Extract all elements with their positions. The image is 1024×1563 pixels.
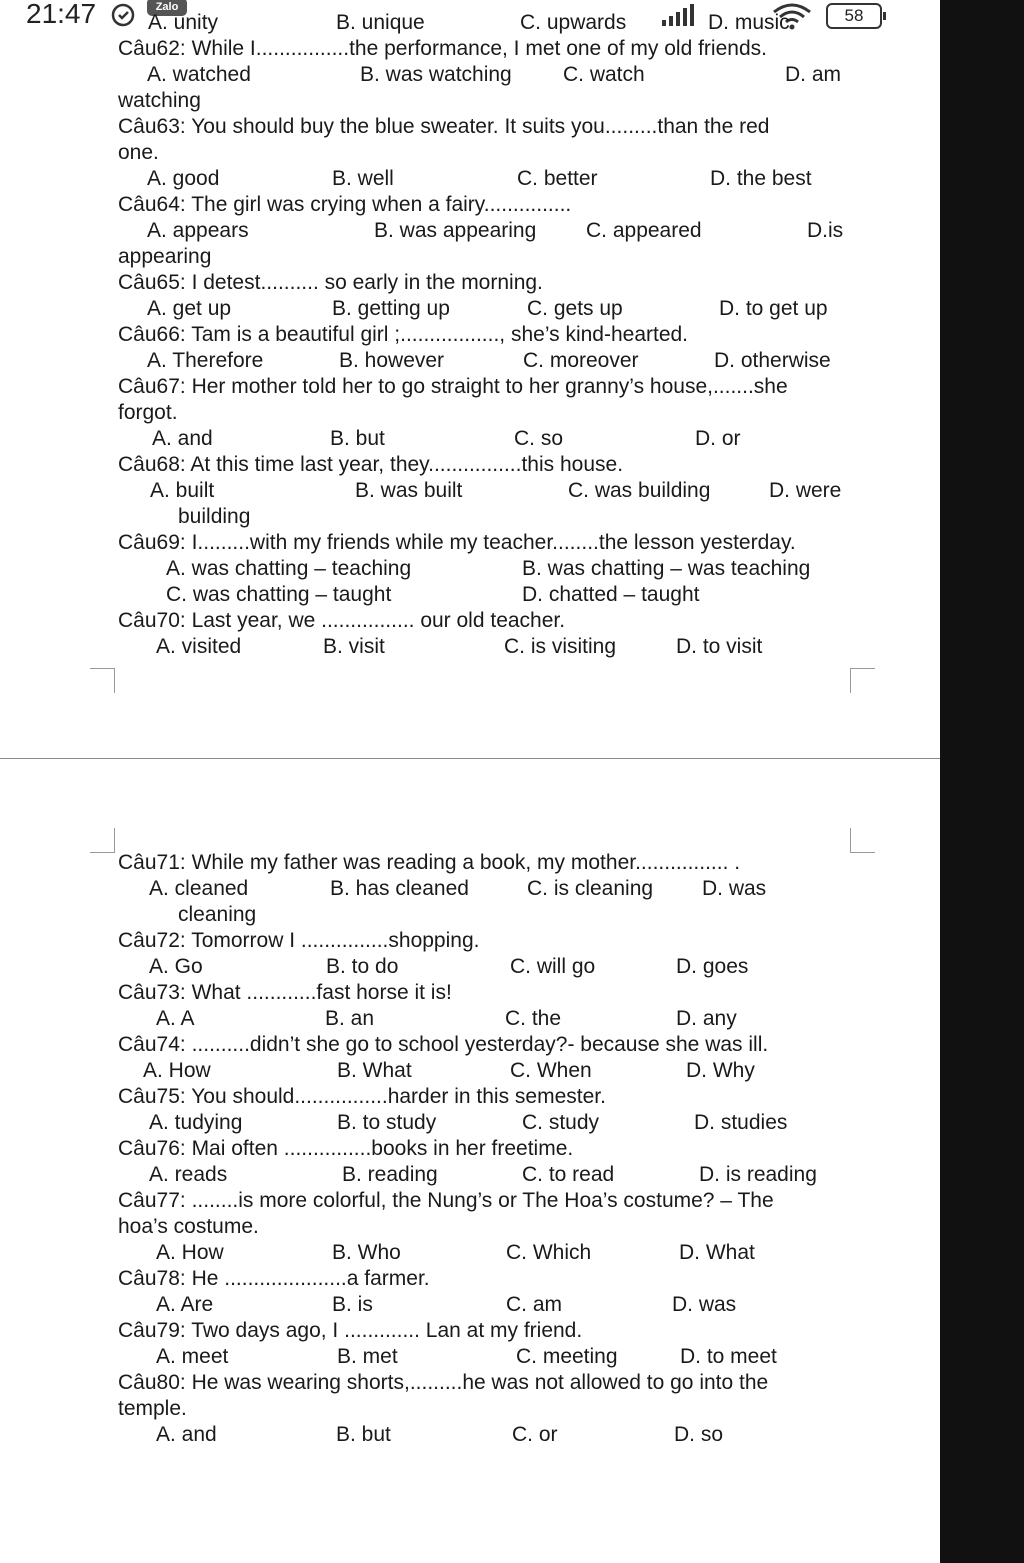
option-c: C. watch <box>563 63 645 86</box>
option-d: D. was <box>672 1293 737 1316</box>
option-c: C. When <box>510 1059 592 1082</box>
option-a: A. reads <box>149 1163 228 1186</box>
option-d: D. to visit <box>676 635 763 658</box>
option-b: B. visit <box>323 635 385 658</box>
option-b: B. has cleaned <box>330 877 469 900</box>
option-c: C. Which <box>506 1241 592 1264</box>
option-continued: building <box>178 505 251 528</box>
option-d: D. the best <box>710 167 812 190</box>
question-text: What ............fast horse it is! <box>191 981 452 1004</box>
option-b: B. met <box>337 1345 398 1368</box>
option-a: A. How <box>143 1059 211 1082</box>
question-number: Câu73: <box>118 981 186 1004</box>
question-text: Two days ago, I ............. Lan at my friend. <box>191 1319 583 1342</box>
question <box>118 1032 858 1058</box>
option-continued: appearing <box>118 245 212 268</box>
crop-mark <box>90 828 115 853</box>
option-c: C. appeared <box>586 219 702 242</box>
question-text: I detest.......... so early in the morning. <box>191 271 543 294</box>
option-d: D. studies <box>694 1111 788 1134</box>
option-b: B. to do <box>326 955 399 978</box>
page-divider <box>0 758 940 759</box>
option-b: B. well <box>332 167 394 190</box>
option-continued: watching <box>118 89 201 112</box>
question-text: He was wearing shorts,.........he was not allowed to go into the <box>191 1371 769 1394</box>
question <box>118 1370 858 1396</box>
option-c: C. moreover <box>523 349 639 372</box>
option-b: B. unique <box>336 11 425 34</box>
option-b: B. reading <box>342 1163 438 1186</box>
question-number: Câu62: <box>118 37 186 60</box>
question-number: Câu67: <box>118 375 186 398</box>
status-time: 21:47 <box>26 0 97 29</box>
question <box>118 1266 858 1292</box>
option-d: D.is <box>807 219 844 242</box>
option-b: B. but <box>330 427 385 450</box>
question-text: You should buy the blue sweater. It suits you.........than the red <box>191 115 770 138</box>
question <box>118 1188 858 1214</box>
option-d: D. was <box>702 877 767 900</box>
option-d: D. any <box>676 1007 737 1030</box>
question <box>118 608 858 634</box>
question <box>118 1318 858 1344</box>
option-c: C. is cleaning <box>527 877 654 900</box>
battery-indicator: 58 <box>826 3 882 29</box>
question-text: Mai often ...............books in her freetime. <box>191 1137 574 1160</box>
option-c: C. the <box>505 1007 562 1030</box>
option-c: C. so <box>514 427 564 450</box>
option-d: D. chatted – taught <box>522 583 700 606</box>
question-text: ........is more colorful, the Nung’s or The Hoa’s costume? – The <box>191 1189 774 1212</box>
question <box>118 322 858 348</box>
right-edge-strip <box>940 0 1024 1563</box>
option-a: A. meet <box>156 1345 229 1368</box>
question-number: Câu74: <box>118 1033 186 1056</box>
option-c: C. upwards <box>520 11 627 34</box>
question-text: While I................the performance, I met one of my old friends. <box>191 37 767 60</box>
option-a: A. good <box>147 167 220 190</box>
question-number: Câu66: <box>118 323 186 346</box>
option-c: C. to read <box>522 1163 615 1186</box>
question-number: Câu76: <box>118 1137 186 1160</box>
question-number: Câu72: <box>118 929 186 952</box>
option-d: D. to get up <box>719 297 828 320</box>
option-d: D. music <box>708 11 790 34</box>
option-d: D. goes <box>676 955 749 978</box>
zalo-notification-icon: Zalo <box>147 0 187 16</box>
question-number: Câu77: <box>118 1189 186 1212</box>
question-number: Câu80: <box>118 1371 186 1394</box>
question-number: Câu63: <box>118 115 186 138</box>
question-number: Câu65: <box>118 271 186 294</box>
option-a: A. appears <box>147 219 249 242</box>
option-d: D. to meet <box>680 1345 777 1368</box>
question-text: Her mother told her to go straight to her granny’s house,.......she <box>191 375 788 398</box>
option-c: C. will go <box>510 955 596 978</box>
question <box>118 452 858 478</box>
question <box>118 980 858 1006</box>
option-a: A. Are <box>156 1293 214 1316</box>
option-d: D. so <box>674 1423 724 1446</box>
question <box>118 1084 858 1110</box>
question-text: The girl was crying when a fairy............... <box>191 193 572 216</box>
option-b: B. however <box>339 349 445 372</box>
question-text: I.........with my friends while my teacher........the lesson yesterday. <box>191 531 796 554</box>
option-a: A. unity <box>148 11 219 34</box>
option-c: C. am <box>506 1293 563 1316</box>
option-c: C. is visiting <box>504 635 617 658</box>
option-c: C. or <box>512 1423 558 1446</box>
option-d: D. What <box>679 1241 755 1264</box>
option-d: D. or <box>695 427 741 450</box>
option-a: A. Go <box>149 955 203 978</box>
option-a: A. and <box>156 1423 217 1446</box>
question-text: You should................harder in this semester. <box>191 1085 606 1108</box>
question-text: Last year, we ................ our old teacher. <box>191 609 566 632</box>
question <box>118 36 858 62</box>
question <box>118 1136 858 1162</box>
option-a: A. A <box>156 1007 195 1030</box>
option-c: C. meeting <box>516 1345 618 1368</box>
alarm-clock-icon <box>110 2 136 33</box>
option-continued: cleaning <box>178 903 257 926</box>
question-text: At this time last year, they................this house. <box>190 453 624 476</box>
option-b: B. is <box>332 1293 373 1316</box>
option-d: D. were <box>769 479 842 502</box>
option-a: A. visited <box>156 635 242 658</box>
crop-mark <box>90 668 115 693</box>
option-b: B. was built <box>355 479 463 502</box>
option-c: C. gets up <box>527 297 623 320</box>
question-text: Tomorrow I ...............shopping. <box>191 929 480 952</box>
question <box>118 530 858 556</box>
question-number: Câu64: <box>118 193 186 216</box>
option-a: A. built <box>150 479 215 502</box>
option-b: B. Who <box>332 1241 401 1264</box>
question-text-continued: temple. <box>118 1397 187 1420</box>
option-a: A. get up <box>147 297 232 320</box>
question-text: While my father was reading a book, my mother................ . <box>191 851 741 874</box>
option-b: B. What <box>337 1059 412 1082</box>
question-number: Câu69: <box>118 531 186 554</box>
option-b: B. getting up <box>332 297 450 320</box>
question-number: Câu71: <box>118 851 186 874</box>
question-number: Câu79: <box>118 1319 186 1342</box>
question <box>118 928 858 954</box>
question-text-continued: one. <box>118 141 159 164</box>
question-number: Câu70: <box>118 609 186 632</box>
question-text: He .....................a farmer. <box>191 1267 430 1290</box>
signal-bars-icon <box>662 4 704 33</box>
option-d: D. am <box>785 63 842 86</box>
option-a: A. watched <box>147 63 251 86</box>
option-d: D. Why <box>686 1059 755 1082</box>
question-text-continued: forgot. <box>118 401 178 424</box>
question-text-continued: hoa’s costume. <box>118 1215 259 1238</box>
option-a: A. How <box>156 1241 224 1264</box>
option-b: B. an <box>325 1007 375 1030</box>
question-number: Câu75: <box>118 1085 186 1108</box>
question <box>118 374 858 400</box>
crop-mark <box>850 668 875 693</box>
status-bar <box>0 0 940 36</box>
option-b: B. was watching <box>360 63 512 86</box>
question-number: Câu68: <box>118 453 186 476</box>
option-b: B. to study <box>337 1111 437 1134</box>
option-b: B. but <box>336 1423 391 1446</box>
option-c: C. better <box>517 167 598 190</box>
option-d: D. otherwise <box>714 349 831 372</box>
question <box>118 850 858 876</box>
option-a: A. Therefore <box>147 349 264 372</box>
option-c: C. was chatting – taught <box>166 583 392 606</box>
question-number: Câu78: <box>118 1267 186 1290</box>
option-b: B. was appearing <box>374 219 537 242</box>
option-b: B. was chatting – was teaching <box>522 557 811 580</box>
question <box>118 270 858 296</box>
option-c: C. study <box>522 1111 600 1134</box>
option-a: A. was chatting – teaching <box>166 557 412 580</box>
question <box>118 192 858 218</box>
option-a: A. and <box>152 427 213 450</box>
option-d: D. is reading <box>699 1163 817 1186</box>
question <box>118 114 858 140</box>
option-a: A. cleaned <box>149 877 249 900</box>
question-text: Tam is a beautiful girl ;................., she’s kind-hearted. <box>191 323 689 346</box>
option-a: A. tudying <box>149 1111 243 1134</box>
option-c: C. was building <box>568 479 711 502</box>
question-text: ..........didn’t she go to school yesterday?- because she was ill. <box>191 1033 769 1056</box>
